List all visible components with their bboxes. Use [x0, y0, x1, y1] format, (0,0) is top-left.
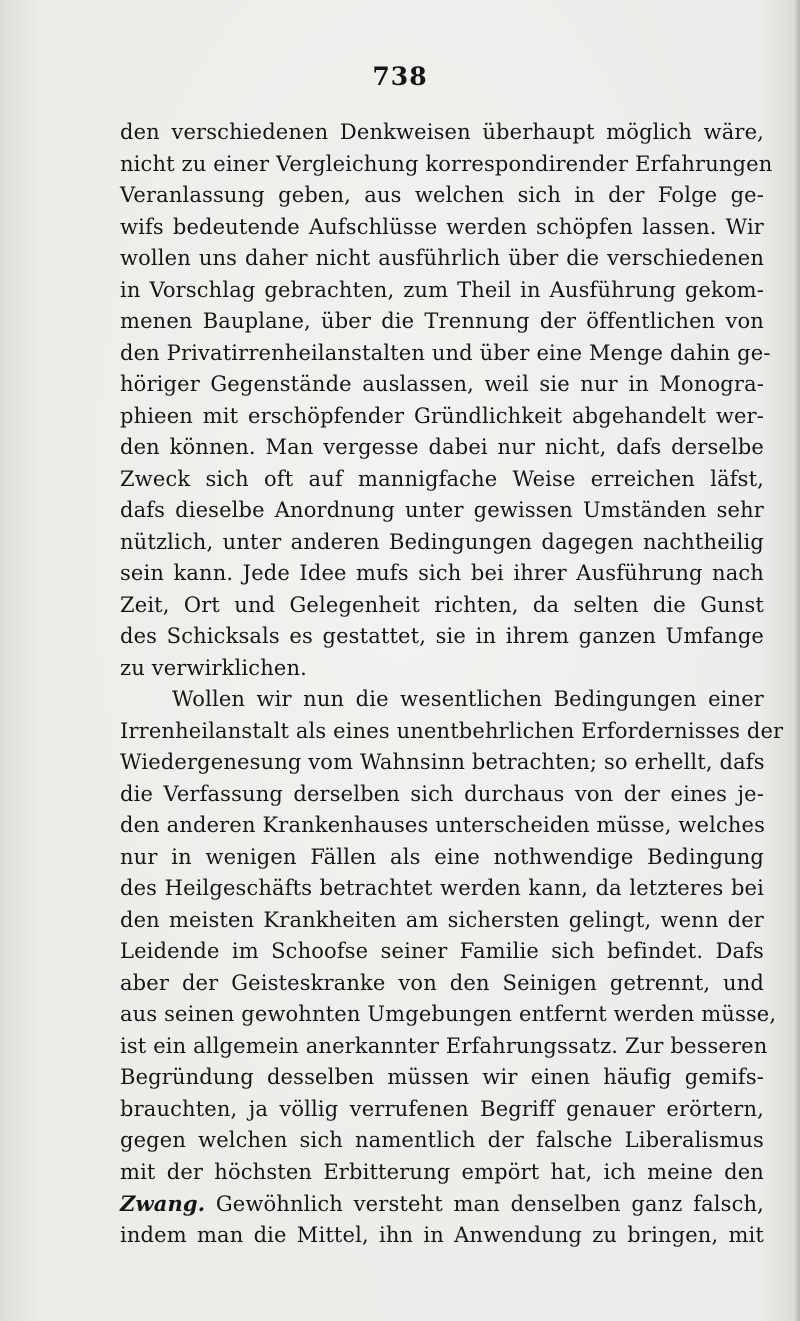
text-line: des Heilgeschäfts betrachtet werden kann, da letzteres bei — [120, 876, 764, 900]
text-line: wollen uns daher nicht ausführlich über die verschiedenen — [120, 246, 764, 270]
text-line: Zweck sich oft auf mannigfache Weise erreichen läfst, — [120, 466, 764, 491]
text-line: den können. Man vergesse dabei nur nicht, dafs derselbe — [120, 435, 764, 459]
text-line: zu verwirklichen. — [120, 655, 307, 680]
text-line: ist ein allgemein anerkannter Erfahrungssatz. Zur besseren — [120, 1033, 768, 1058]
text-line: nur in wenigen Fällen als eine nothwendige Bedingung — [120, 844, 764, 869]
text-line: die Verfassung derselben sich durchaus von der eines je- — [120, 781, 764, 806]
text-line: nicht zu einer Vergleichung korrespondirender Erfahrungen — [120, 151, 773, 176]
page-number: 738 — [372, 62, 428, 91]
text-line: den anderen Krankenhauses unterscheiden müsse, welches — [120, 813, 766, 837]
text-line: Veranlassung geben, aus welchen sich in der Folge ge- — [120, 183, 764, 207]
text-line: dafs dieselbe Anordnung unter gewissen Umständen sehr — [120, 498, 764, 522]
text-line: höriger Gegenstände auslassen, weil sie nur in Monogra- — [120, 372, 764, 396]
text-line: des Schicksals es gestattet, sie in ihrem ganzen Umfange — [120, 624, 764, 648]
emphasized-word: Zwang. — [120, 1191, 206, 1216]
text-line: mit der höchsten Erbitterung empört hat, ich meine den — [120, 1159, 764, 1184]
text-line: den meisten Krankheiten am sichersten gelingt, wenn der — [120, 907, 764, 932]
text-line: menen Bauplane, über die Trennung der öffentlichen von — [120, 309, 764, 333]
text-line: den verschiedenen Denkweisen überhaupt möglich wäre, — [120, 120, 764, 144]
text-line: wifs bedeutende Aufschlüsse werden schöpfen lassen. Wir — [120, 214, 764, 239]
text-line: sein kann. Jede Idee mufs sich bei ihrer Ausführung nach — [120, 561, 764, 585]
text-line: aus seinen gewohnten Umgebungen entfernt werden müsse, — [120, 1002, 777, 1026]
text-line: brauchten, ja völlig verrufenen Begriff genauer erörtern, — [120, 1096, 764, 1121]
text-line: in Vorschlag gebrachten, zum Theil in Ausführung gekom- — [120, 277, 764, 302]
text-line: nützlich, unter anderen Bedingungen dagegen nachtheilig — [120, 529, 764, 554]
text-line: Zeit, Ort und Gelegenheit richten, da selten die Gunst — [120, 592, 764, 617]
text-line: Begründung desselben müssen wir einen häufig gemifs- — [120, 1065, 764, 1089]
text-line: aber der Geisteskranke von den Seinigen getrennt, und — [120, 970, 764, 995]
scan-edge-shadow — [794, 0, 800, 1321]
text-line: Leidende im Schoofse seiner Familie sich befindet. Dafs — [120, 939, 764, 963]
text-line: indem man die Mittel, ihn in Anwendung zu bringen, mit — [120, 1222, 764, 1247]
text-line: Wiedergenesung vom Wahnsinn betrachten; so erhellt, dafs — [120, 750, 765, 774]
text-line: phieen mit erschöpfender Gründlichkeit abgehandelt wer- — [120, 403, 764, 428]
text-line: Irrenheilanstalt als eines unentbehrlichen Erfordernisses der — [120, 718, 784, 743]
text-line: gegen welchen sich namentlich der falsche Liberalismus — [120, 1128, 764, 1152]
text-line: den Privatirrenheilanstalten und über eine Menge dahin ge- — [120, 340, 771, 365]
text-fragment: Gewöhnlich versteht man denselben ganz falsch, — [205, 1192, 764, 1216]
text-line-with-emphasis — [120, 1188, 764, 1220]
body-text — [120, 117, 784, 1251]
paragraph-start-line: Wollen wir nun die wesentlichen Bedingungen einer — [172, 687, 764, 711]
